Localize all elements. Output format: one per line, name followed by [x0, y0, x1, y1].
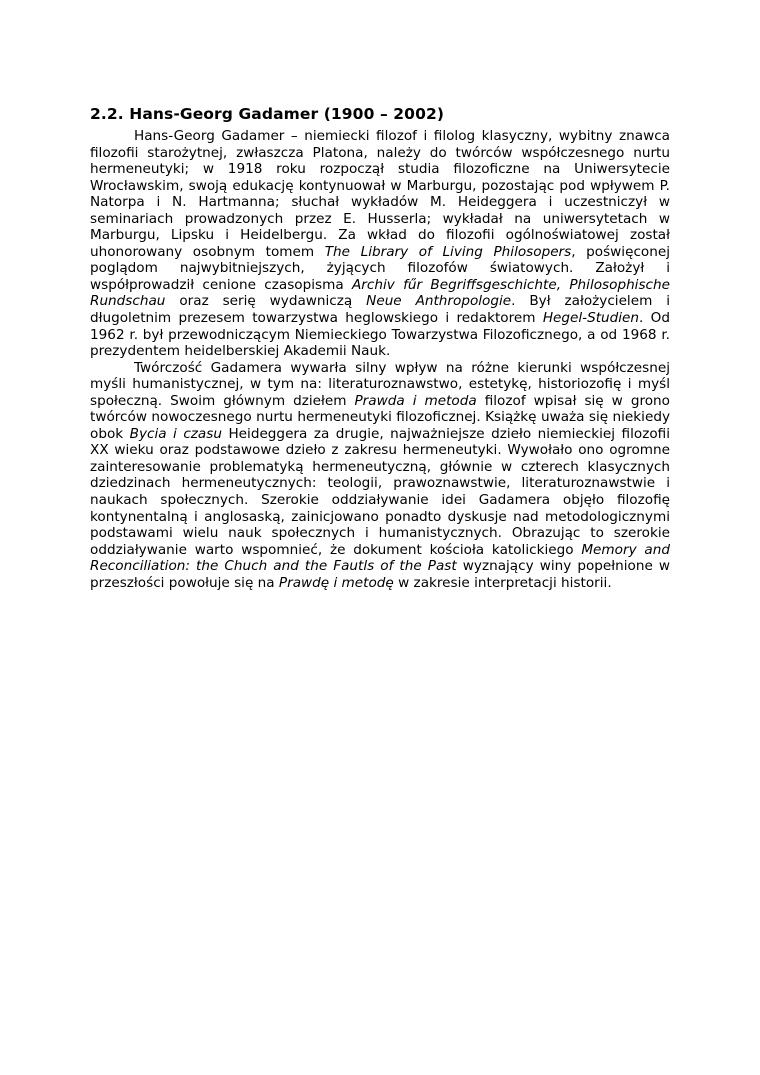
text-run: . Był założycielem i długoletnim prezesem towarzystwa heglowskiego i redaktorem [90, 293, 670, 327]
italic-title-run: Prawdę i metodę [278, 574, 394, 591]
text-run: Twórczość Gadamera wywarła silny wpływ na różne kierunki współczesnej myśli humanistycznej, w tym na: literaturoznawstwo, estetykę, historiozofię i myśl społeczną. Swoim głównym dziełem [90, 359, 670, 409]
text-run: oraz serię wydawniczą [165, 293, 367, 310]
italic-title-run: The Library of Living Philosopers [324, 243, 572, 260]
text-run: w zakresie interpretacji historii. [393, 574, 612, 591]
italic-title-run: Neue Anthropologie [366, 293, 512, 310]
text-run: . Od 1962 r. był przewodniczącym Niemieckiego Towarzystwa Filozoficznego, a od 1968 r. prezydentem heidelberskiej Akademii Nauk. [90, 310, 670, 360]
document-page [90, 104, 670, 591]
italic-title-run: Memory and Reconciliation: the Chuch and the Fautls of the Past [90, 541, 670, 575]
paragraph-influence [90, 360, 670, 592]
italic-title-run: Archiv fűr Begriffsgeschichte, Philosophische Rundschau [90, 276, 670, 310]
text-run: Hans-Georg Gadamer – niemiecki filozof i filolog klasyczny, wybitny znawca filozofii starożytnej, zwłaszcza Platona, należy do twórców współczesnego nurtu hermeneutyki; w 1918 roku rozpoczął studia filozoficzne na Uniwersytecie Wrocławskim, swoją edukację kontynuował w Marburgu, pozostając pod wpływem P. Natorpa i N. Hartmanna; słuchał wykładów M. Heideggera i uczestniczył w seminariach prowadzonych przez E. Husserla; wykładał na uniwersytetach w Marburgu, Lipsku i Heidelbergu. Za wkład do filozofii ogólnoświatowej został uhonorowany osobnym tomem [90, 128, 670, 260]
text-run: , poświęconej poglądom najwybitniejszych, żyjących filozofów światowych. Założył i współprowadził cenione czasopisma [90, 243, 670, 293]
text-run: filozof wpisał się w grono twórców nowoczesnego nurtu hermeneutyki filozoficznej. Książkę uważa się niekiedy obok [90, 392, 670, 442]
italic-title-run: Bycia i czasu [129, 425, 222, 442]
italic-title-run: Hegel-Studien [542, 310, 640, 327]
text-run: Heideggera za drugie, najważniejsze dzieło niemieckiej filozofii XX wieku oraz podstawowe dzieło z zakresu hermeneutyki. Wywołało ono ogromne zainteresowanie problematyką hermeneutyczną, głównie w czterech klasycznych dziedzinach hermeneutycznych: teologii, prawoznawstwie, literaturoznawstwie i naukach społecznych. Szerokie oddziaływanie idei Gadamera objęło filozofię kontynentalną i anglosaską, zainicjowano ponadto dyskusje nad metodologicznymi podstawami wielu nauk społecznych i humanistycznych. Obrazując to szerokie oddziaływanie warto wspomnieć, że dokument kościoła katolickiego [90, 425, 670, 558]
section-heading: 2.2. Hans-Georg Gadamer (1900 – 2002) [90, 105, 445, 123]
text-run: wyznający winy popełnione w przeszłości powołuje się na [90, 558, 670, 591]
paragraph-biography [90, 128, 670, 360]
italic-title-run: Prawda i metoda [354, 392, 477, 409]
